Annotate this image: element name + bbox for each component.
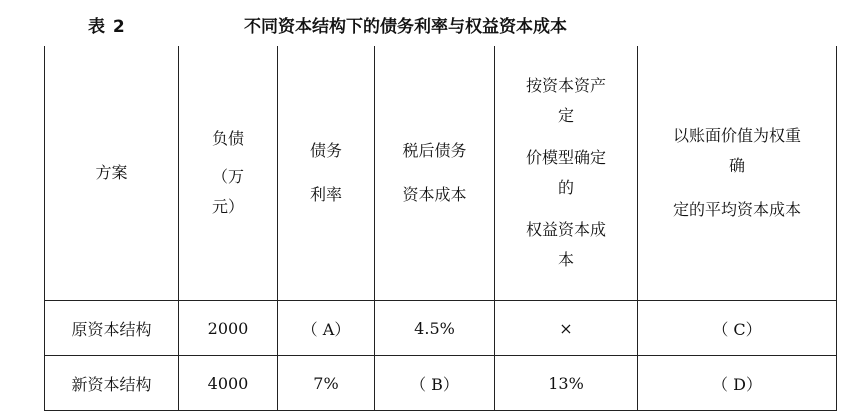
header-debt-line-2: （万 [211, 167, 244, 186]
cell-after-tax-cost: 4.5% [375, 301, 495, 356]
header-row [45, 46, 837, 301]
header-equity-cost-line-3: 价模型确定 [525, 148, 606, 167]
header-after-tax-cost-line-1: 税后债务 [402, 141, 467, 160]
header-wacc [638, 46, 837, 301]
header-debt-line-1: 负债 [211, 129, 244, 148]
header-debt-rate [278, 46, 375, 301]
cell-wacc: （ C） [638, 301, 837, 356]
cell-debt: 2000 [179, 301, 278, 356]
header-equity-cost [495, 46, 638, 301]
header-equity-cost-line-1: 按资本资产 [525, 76, 606, 95]
header-debt-rate-line-1: 债务 [309, 141, 342, 160]
header-wacc-line-1: 以账面价值为权重 [672, 126, 801, 145]
cell-plan: 原资本结构 [45, 301, 179, 356]
cell-plan: 新资本结构 [45, 356, 179, 411]
table-row [45, 356, 837, 411]
header-debt [179, 46, 278, 301]
header-debt-line-3: 元） [211, 197, 244, 216]
header-equity-cost-line-4: 的 [557, 178, 574, 197]
header-equity-cost-line-2: 定 [557, 106, 574, 125]
capital-structure-table [44, 46, 837, 411]
cell-debt-rate: （ A） [278, 301, 375, 356]
header-after-tax-cost [375, 46, 495, 301]
cell-equity-cost: 13% [495, 356, 638, 411]
cell-wacc: （ D） [638, 356, 837, 411]
cell-debt: 4000 [179, 356, 278, 411]
header-plan [45, 46, 179, 301]
table-row [45, 301, 837, 356]
header-plan-label: 方案 [95, 163, 128, 182]
header-debt-rate-line-2: 利率 [309, 185, 342, 204]
table-number: 表 2 [88, 17, 126, 37]
header-wacc-line-2: 确 [728, 156, 745, 175]
header-after-tax-cost-line-2: 资本成本 [402, 185, 467, 204]
header-wacc-line-3: 定的平均资本成本 [672, 200, 801, 219]
cell-after-tax-cost: （ B） [375, 356, 495, 411]
cell-debt-rate: 7% [278, 356, 375, 411]
table-title: 不同资本结构下的债务利率与权益资本成本 [244, 17, 567, 37]
table-caption [0, 10, 843, 36]
header-equity-cost-line-5: 权益资本成 [525, 220, 606, 239]
header-equity-cost-line-6: 本 [557, 250, 574, 269]
cell-equity-cost: × [495, 301, 638, 356]
